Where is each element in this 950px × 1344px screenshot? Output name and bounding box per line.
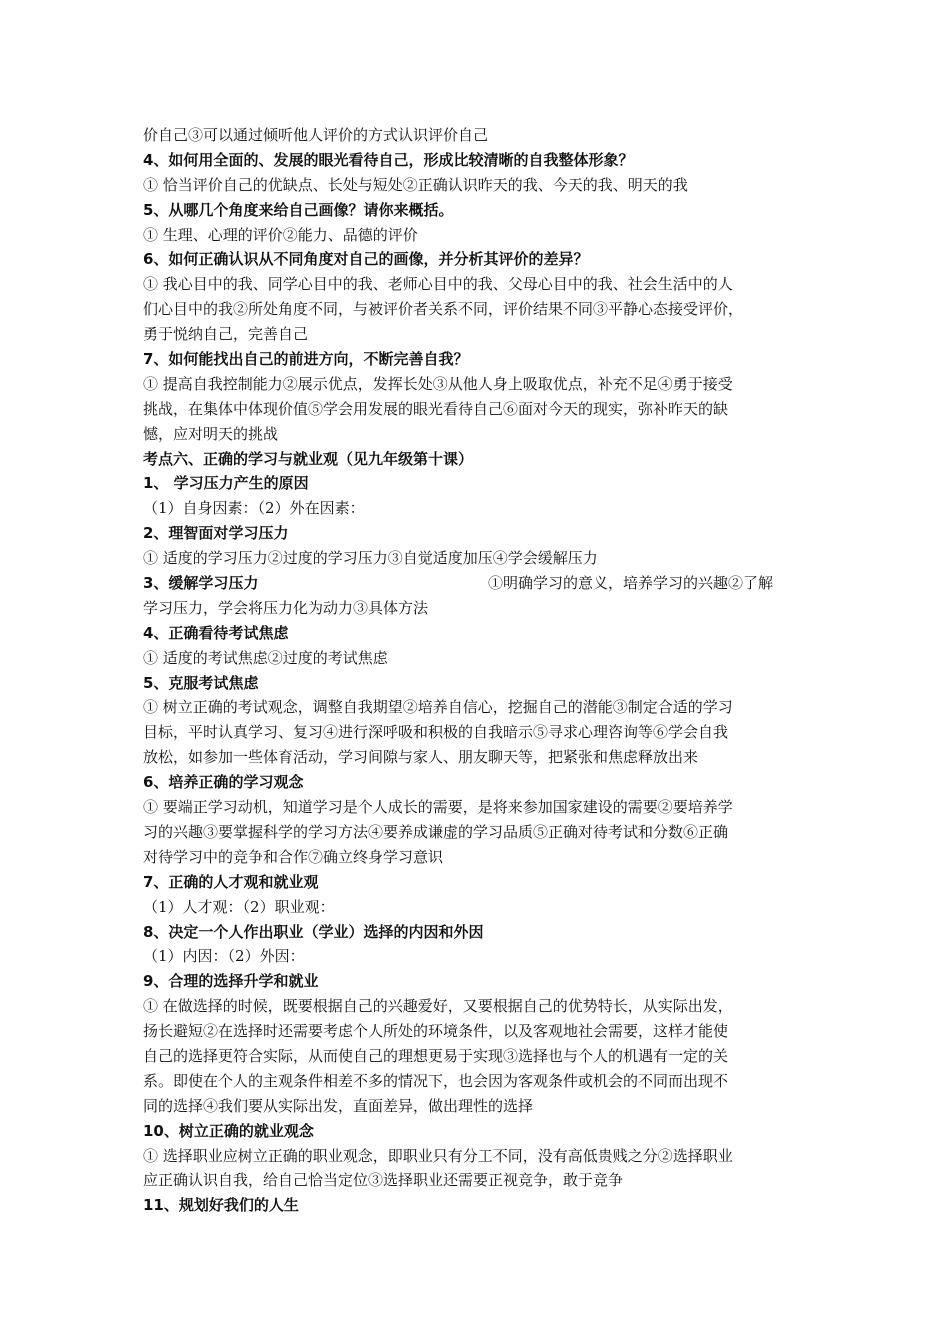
answer-line: 对待学习中的竞争和合作⑦确立终身学习意识	[143, 847, 444, 866]
topic-heading: 9、合理的选择升学和就业	[143, 972, 319, 991]
answer-line: 扬长避短②在选择时还需要考虑个人所处的环境条件，以及客观地社会需要，这样才能使	[143, 1022, 729, 1041]
answer-line: 系。即使在个人的主观条件相差不多的情况下，也会因为客观条件或机会的不同而出现不	[143, 1071, 729, 1090]
topic-heading: 6、培养正确的学习观念	[143, 773, 304, 792]
topic-heading: 8、决定一个人作出职业（学业）选择的内因和外因	[143, 922, 484, 941]
answer-line: 学习压力，学会将压力化为动力③具体方法	[143, 598, 429, 617]
question-heading: 4、如何用全面的、发展的眼光看待自己，形成比较清晰的自我整体形象？	[143, 150, 634, 169]
question-heading: 7、如何能找出自己的前进方向，不断完善自我？	[143, 350, 469, 369]
answer-line: 同的选择④我们要从实际出发，直面差异，做出理性的选择	[143, 1096, 534, 1115]
answer-line: 们心目中的我②所处角度不同，与被评价者关系不同，评价结果不同③平静心态接受评价，	[143, 300, 744, 319]
answer-line: ① 适度的考试焦虑②过度的考试焦虑	[143, 648, 388, 667]
answer-line: 挑战，在集体中体现价值⑤学会用发展的眼光看待自己⑥面对今天的现实，弥补昨天的缺	[143, 399, 729, 418]
answer-line: （1）内因：（2）外因：	[143, 947, 305, 966]
topic-heading: 10、树立正确的就业观念	[143, 1121, 314, 1140]
topic-heading: 11、规划好我们的人生	[143, 1196, 299, 1215]
answer-line: 目标，平时认真学习、复习④进行深呼吸和积极的自我暗示⑤寻求心理咨询等⑥学会自我	[143, 723, 729, 742]
answer-line: 放松，如参加一些体育活动，学习间隙与家人、朋友聊天等，把紧张和焦虑释放出来	[143, 748, 699, 767]
text-line: 价自己③可以通过倾听他人评价的方式认识评价自己	[143, 126, 489, 144]
question-heading: 6、如何正确认识从不同角度对自己的画像，并分析其评价的差异？	[143, 250, 589, 269]
question-heading: 5、从哪几个角度来给自己画像？请你来概括。	[143, 200, 454, 219]
answer-line: ① 树立正确的考试观念，调整自我期望②培养自信心，挖掘自己的潜能③制定合适的学习	[143, 698, 733, 717]
answer-line: ① 在做选择的时候，既要根据自己的兴趣爱好，又要根据自己的优势特长，从实际出发，	[143, 997, 733, 1016]
answer-line: ① 恰当评价自己的优缺点、长处与短处②正确认识昨天的我、今天的我、明天的我	[143, 175, 688, 194]
answer-inline: ①明确学习的意义，培养学习的兴趣②了解	[488, 574, 774, 593]
topic-heading: 3、缓解学习压力	[143, 574, 259, 593]
topic-heading: 7、正确的人才观和就业观	[143, 872, 319, 891]
document-page	[143, 123, 823, 1218]
topic-heading: 2、理智面对学习压力	[143, 524, 289, 543]
answer-line: 自己的选择更符合实际，从而使自己的理想更易于实现③选择也与个人的机遇有一定的关	[143, 1046, 729, 1065]
answer-line: ① 适度的学习压力②过度的学习压力③自觉适度加压④学会缓解压力	[143, 549, 598, 568]
answer-line: ① 生理、心理的评价②能力、品德的评价	[143, 225, 418, 244]
answer-line: （1）人才观：（2）职业观：	[143, 897, 335, 916]
answer-line: （1）自身因素：（2）外在因素：	[143, 499, 365, 518]
section-heading: 考点六、正确的学习与就业观（见九年级第十课）	[143, 449, 474, 468]
topic-heading: 5、克服考试焦虑	[143, 673, 259, 692]
topic-heading: 1、 学习压力产生的原因	[143, 474, 309, 493]
answer-line: 习的兴趣③要掌握科学的学习方法④要养成谦虚的学习品质⑤正确对待考试和分数⑥正确	[143, 822, 729, 841]
answer-line: ① 要端正学习动机，知道学习是个人成长的需要，是将来参加国家建设的需要②要培养学	[143, 798, 733, 817]
answer-line: ① 提高自我控制能力②展示优点，发挥长处③从他人身上吸取优点，补充不足④勇于接受	[143, 374, 733, 393]
answer-line: 勇于悦纳自己，完善自己	[143, 325, 309, 344]
answer-line: ① 选择职业应树立正确的职业观念，即职业只有分工不同，没有高低贵贱之分②选择职业	[143, 1146, 733, 1165]
topic-heading: 4、正确看待考试焦虑	[143, 623, 289, 642]
answer-line: ① 我心目中的我、同学心目中的我、老师心目中的我、父母心目中的我、社会生活中的人	[143, 275, 733, 294]
answer-line: 憾，应对明天的挑战	[143, 424, 279, 443]
answer-line: 应正确认识自我，给自己恰当定位③选择职业还需要正视竞争，敢于竞争	[143, 1171, 624, 1190]
split-line	[143, 571, 823, 596]
